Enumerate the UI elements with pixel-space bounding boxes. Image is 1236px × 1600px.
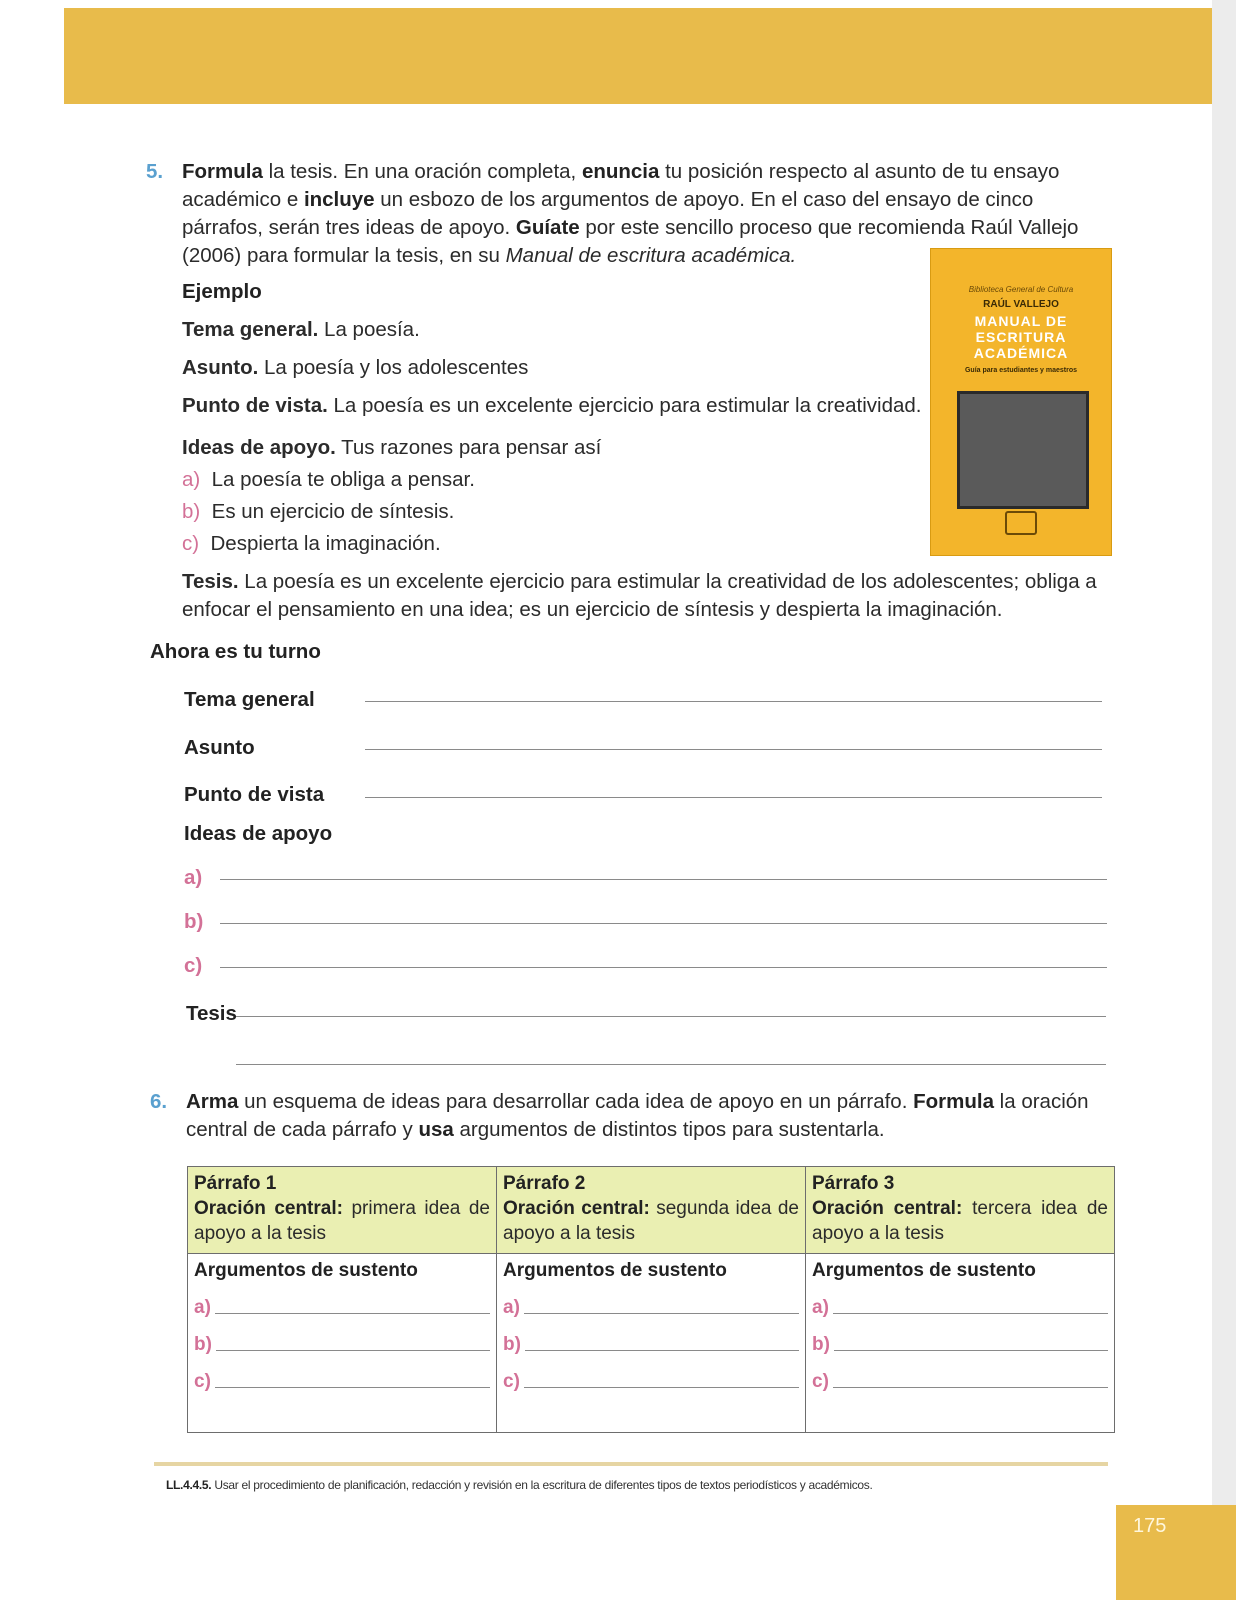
ideas-de-apoyo-label: Ideas de apoyo: [184, 822, 333, 845]
publisher-logo-icon: [1005, 511, 1037, 535]
tesis-label: Tesis: [186, 1002, 237, 1025]
example-heading: Ejemplo: [182, 280, 262, 303]
argument-c[interactable]: c): [503, 1369, 799, 1394]
example-ideas-de-apoyo: Ideas de apoyo. Tus razones para pensar así: [182, 436, 602, 459]
book-author: RAÚL VALLEJO: [983, 299, 1059, 310]
asunto-line[interactable]: [365, 749, 1102, 750]
tema-general-line[interactable]: [365, 701, 1102, 702]
question-number: 6.: [150, 1090, 168, 1113]
idea-b-line[interactable]: [220, 923, 1107, 924]
tesis-line-2[interactable]: [236, 1064, 1106, 1065]
question-6: [150, 1088, 1116, 1144]
instruction-text: la tesis. En una oración completa,: [262, 160, 582, 183]
example-tema: Tema general. La poesía.: [182, 318, 420, 341]
book-title-ref: Manual de escritura académica.: [505, 244, 797, 267]
instruction-verb: Formula: [182, 160, 263, 183]
question-number: 5.: [146, 160, 164, 183]
instruction-verb: Guíate: [515, 216, 580, 239]
argument-a[interactable]: a): [812, 1295, 1108, 1320]
tesis-line-1[interactable]: [236, 1016, 1106, 1017]
page-edge: [1212, 0, 1236, 1600]
instruction-text: argumentos de distintos tipos para sustentarla.: [453, 1118, 885, 1141]
asunto-label: Asunto: [184, 736, 255, 759]
argument-b[interactable]: b): [503, 1332, 799, 1357]
curriculum-skill-note: LL.4.4.5. Usar el procedimiento de planificación, redacción y revisión en la escritura de diferentes tipos de textos periodísticos y académicos.: [166, 1478, 873, 1492]
paragraph-3-header: Párrafo 3 Oración central: tercera idea de apoyo a la tesis: [806, 1167, 1115, 1254]
paragraph-2-arguments: Argumentos de sustento a) b) c): [497, 1254, 806, 1433]
page-number: 175: [1133, 1515, 1167, 1537]
book-cover-image: [930, 248, 1112, 556]
argument-b[interactable]: b): [194, 1332, 490, 1357]
argument-c[interactable]: c): [812, 1369, 1108, 1394]
example-punto-de-vista: Punto de vista. La poesía es un excelente ejercicio para estimular la creatividad.: [182, 394, 922, 417]
instruction-text: por este sencillo proceso que recomienda Raúl Vallejo (2006) para formular la tesis, en su: [182, 216, 1079, 267]
footer-divider: [154, 1462, 1108, 1466]
idea-c-line[interactable]: [220, 967, 1107, 968]
instruction-text: la oración central de cada párrafo y: [186, 1090, 1089, 1141]
paragraph-3-arguments: Argumentos de sustento a) b) c): [806, 1254, 1115, 1433]
instruction-verb: usa: [418, 1118, 454, 1141]
instruction-text: tu posición respecto al asunto de tu ensayo académico e: [182, 160, 1060, 211]
argument-a[interactable]: a): [503, 1295, 799, 1320]
paragraph-1-arguments: Argumentos de sustento a) b) c): [188, 1254, 497, 1433]
instruction-verb: Arma: [186, 1090, 239, 1113]
book-subtitle: Guía para estudiantes y maestros: [964, 367, 1078, 374]
punto-de-vista-label: Punto de vista: [184, 783, 325, 806]
example-idea-a: a) La poesía te obliga a pensar.: [182, 468, 475, 491]
argument-a[interactable]: a): [194, 1295, 490, 1320]
idea-c-letter: c): [184, 954, 203, 977]
paragraph-outline-table: [187, 1166, 1115, 1433]
book-title: MANUAL DE ESCRITURA ACADÉMICA: [973, 313, 1069, 361]
argument-b[interactable]: b): [812, 1332, 1108, 1357]
instruction-text: un esquema de ideas para desarrollar cada idea de apoyo en un párrafo.: [238, 1090, 914, 1113]
tema-general-label: Tema general: [184, 688, 315, 711]
idea-a-line[interactable]: [220, 879, 1107, 880]
example-idea-c: c) Despierta la imaginación.: [182, 532, 441, 555]
book-illustration: [957, 391, 1089, 509]
your-turn-heading: Ahora es tu turno: [150, 640, 321, 663]
paragraph-1-header: Párrafo 1 Oración central: primera idea de apoyo a la tesis: [188, 1167, 497, 1254]
example-idea-b: b) Es un ejercicio de síntesis.: [182, 500, 455, 523]
instruction-verb: incluye: [303, 188, 375, 211]
example-asunto: Asunto. La poesía y los adolescentes: [182, 356, 529, 379]
paragraph-2-header: Párrafo 2 Oración central: segunda idea de apoyo a la tesis: [497, 1167, 806, 1254]
header-band: [64, 8, 1236, 104]
instruction-text: un esbozo de los argumentos de apoyo. En el caso del ensayo de cinco párrafos, serán tres ideas de apoyo.: [182, 188, 1034, 239]
instruction-verb: enuncia: [581, 160, 660, 183]
instruction-verb: Formula: [913, 1090, 994, 1113]
example-tesis: Tesis. La poesía es un excelente ejercicio para estimular la creatividad de los adolescentes; obliga a enfocar el pensamiento en una idea; es un ejercicio de síntesis y despierta la imaginación.: [182, 570, 1097, 621]
idea-b-letter: b): [184, 910, 204, 933]
book-series: Biblioteca General de Cultura: [968, 285, 1074, 294]
argument-c[interactable]: c): [194, 1369, 490, 1394]
idea-a-letter: a): [184, 866, 203, 889]
punto-de-vista-line[interactable]: [365, 797, 1102, 798]
question-6-instructions: [186, 1088, 1116, 1144]
